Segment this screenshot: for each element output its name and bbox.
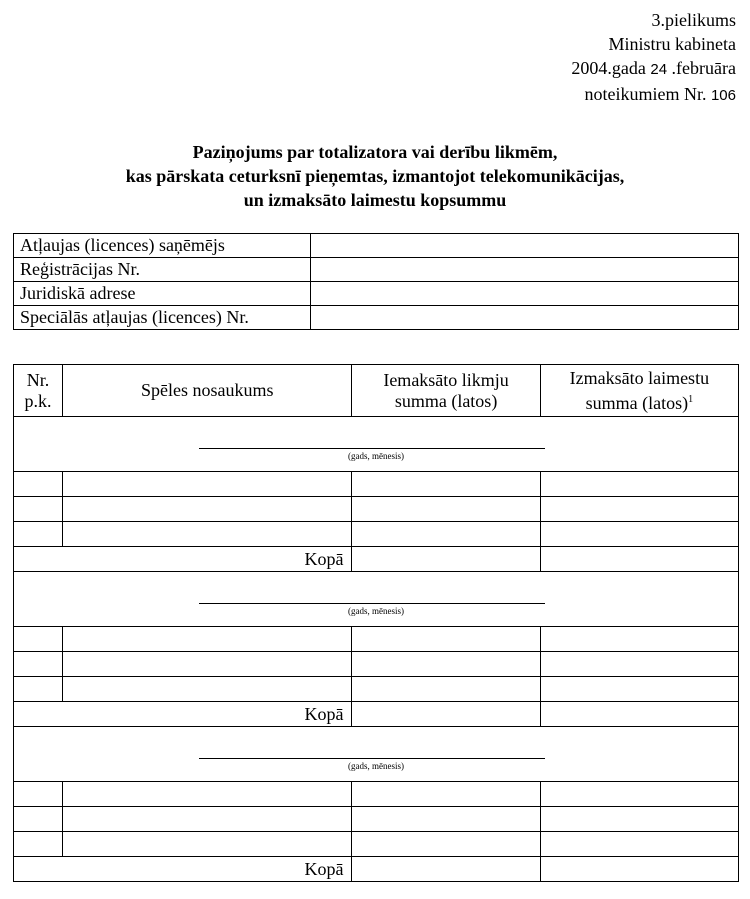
- cell-game[interactable]: [63, 627, 352, 652]
- regulation-date: 2004.gada 24 .februāra: [571, 58, 736, 78]
- cell-nr[interactable]: [14, 472, 63, 497]
- total-winnings[interactable]: [540, 702, 738, 727]
- cell-winnings[interactable]: [540, 472, 738, 497]
- info-value-field[interactable]: [311, 234, 739, 258]
- cell-game[interactable]: [63, 652, 352, 677]
- cell-winnings[interactable]: [540, 652, 738, 677]
- period-field[interactable]: [14, 572, 739, 627]
- cell-stakes[interactable]: [352, 472, 540, 497]
- col-header-winnings: Izmaksāto laimestu summa (latos)$^1$: [540, 365, 738, 417]
- cell-stakes[interactable]: [352, 497, 540, 522]
- appendix-label: 3.pielikums: [651, 10, 736, 30]
- cell-nr[interactable]: [14, 677, 63, 702]
- table-row: [14, 832, 739, 857]
- cell-game[interactable]: [63, 522, 352, 547]
- table-row: [14, 652, 739, 677]
- total-row: [14, 547, 739, 572]
- table-row: [14, 627, 739, 652]
- cell-stakes[interactable]: [352, 522, 540, 547]
- total-stakes[interactable]: [352, 857, 540, 882]
- period-row: [14, 572, 739, 627]
- cell-game[interactable]: [63, 497, 352, 522]
- period-field[interactable]: [14, 727, 739, 782]
- total-label: Kopā: [14, 857, 352, 882]
- document-title: Paziņojums par totalizatora vai derību likmēm, kas pārskata ceturksnī pieņemtas, izmantojot telekomunikācijas, un izmaksāto laimestu kopsummu: [125, 142, 625, 210]
- info-label: Atļaujas (licences) saņēmējs: [14, 234, 311, 258]
- info-value-field[interactable]: [311, 258, 739, 282]
- table-row: [14, 807, 739, 832]
- cell-nr[interactable]: [14, 627, 63, 652]
- table-row: [14, 782, 739, 807]
- period-caption: (gads, mēnesis): [348, 606, 404, 616]
- total-stakes[interactable]: [352, 547, 540, 572]
- cell-game[interactable]: [63, 832, 352, 857]
- cell-nr[interactable]: [14, 522, 63, 547]
- cabinet-label: Ministru kabineta: [608, 34, 736, 54]
- info-row: [14, 258, 739, 282]
- period-field[interactable]: [14, 417, 739, 472]
- cell-game[interactable]: [63, 677, 352, 702]
- total-label: Kopā: [14, 702, 352, 727]
- cell-winnings[interactable]: [540, 677, 738, 702]
- cell-winnings[interactable]: [540, 807, 738, 832]
- cell-game[interactable]: [63, 472, 352, 497]
- total-label: Kopā: [14, 547, 352, 572]
- cell-nr[interactable]: [14, 807, 63, 832]
- table-row: [14, 522, 739, 547]
- info-row: [14, 282, 739, 306]
- period-row: [14, 417, 739, 472]
- regulation-number: noteikumiem Nr. 106: [584, 84, 736, 104]
- col-header-stakes: Iemaksāto likmju summa (latos): [352, 365, 540, 417]
- document-header: [571, 8, 736, 108]
- cell-winnings[interactable]: [540, 832, 738, 857]
- table-header-row: [14, 365, 739, 417]
- period-caption: (gads, mēnesis): [348, 761, 404, 771]
- table-row: [14, 472, 739, 497]
- cell-winnings[interactable]: [540, 522, 738, 547]
- total-stakes[interactable]: [352, 702, 540, 727]
- period-row: [14, 727, 739, 782]
- licensee-info-table: [13, 233, 739, 330]
- col-header-game: Spēles nosaukums: [63, 365, 352, 417]
- col-header-nr: Nr. p.k.: [14, 365, 63, 417]
- info-label: Juridiskā adrese: [14, 282, 311, 306]
- cell-winnings[interactable]: [540, 497, 738, 522]
- cell-stakes[interactable]: [352, 782, 540, 807]
- period-caption: (gads, mēnesis): [348, 451, 404, 461]
- info-value-field[interactable]: [311, 282, 739, 306]
- cell-stakes[interactable]: [352, 652, 540, 677]
- cell-nr[interactable]: [14, 782, 63, 807]
- total-row: [14, 857, 739, 882]
- cell-game[interactable]: [63, 807, 352, 832]
- total-winnings[interactable]: [540, 857, 738, 882]
- cell-stakes[interactable]: [352, 677, 540, 702]
- cell-winnings[interactable]: [540, 627, 738, 652]
- footnote-marker: 1: [688, 393, 694, 405]
- total-winnings[interactable]: [540, 547, 738, 572]
- total-row: [14, 702, 739, 727]
- stakes-winnings-table: [13, 364, 739, 882]
- cell-stakes[interactable]: [352, 832, 540, 857]
- cell-stakes[interactable]: [352, 807, 540, 832]
- cell-game[interactable]: [63, 782, 352, 807]
- cell-nr[interactable]: [14, 652, 63, 677]
- table-row: [14, 497, 739, 522]
- cell-nr[interactable]: [14, 832, 63, 857]
- info-label: Reģistrācijas Nr.: [14, 258, 311, 282]
- table-row: [14, 677, 739, 702]
- info-row: [14, 234, 739, 258]
- info-value-field[interactable]: [311, 306, 739, 330]
- cell-nr[interactable]: [14, 497, 63, 522]
- info-label: Speciālās atļaujas (licences) Nr.: [14, 306, 311, 330]
- cell-winnings[interactable]: [540, 782, 738, 807]
- info-row: [14, 306, 739, 330]
- cell-stakes[interactable]: [352, 627, 540, 652]
